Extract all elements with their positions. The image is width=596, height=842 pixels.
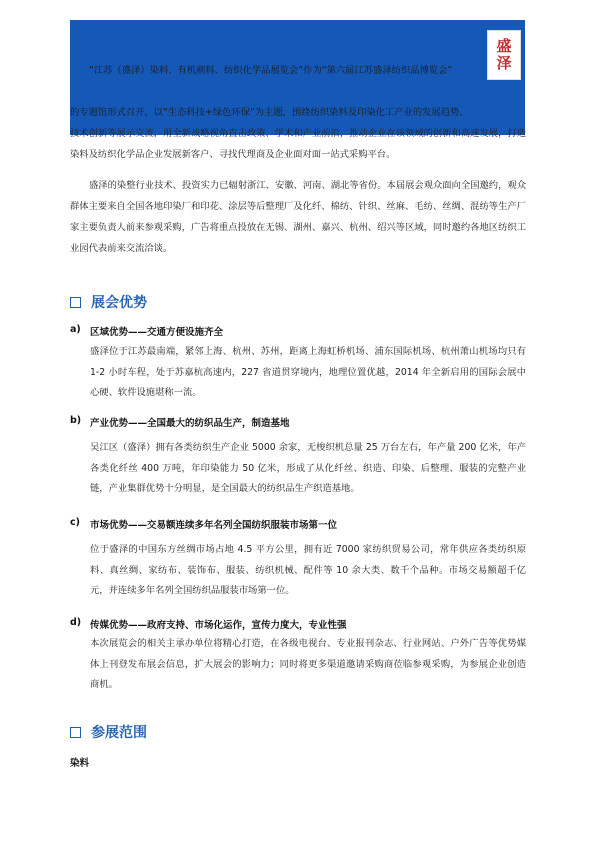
advantage-c-heading [70, 517, 337, 531]
advantage-title: 市场优势——交易额连续多年名列全国纺织服装市场第一位 [90, 520, 338, 531]
checkbox-square-icon [70, 727, 81, 738]
advantage-b-body: 吴江区（盛泽）拥有各类纺织生产企业 5000 余家，无梭织机总量 25 万台左右，年产量 200 亿米，年产各类化纤丝 400 万吨，年印染能力 50 亿米，形成了从化纤丝、织造、印染、后整理、服装的完整产业链，产业集群优势十分明显，是全国最大的纺织品生产织造基地。 [90, 442, 526, 494]
advantage-title: 传媒优势——政府支持、市场化运作，宣传力度大，专业性强 [90, 620, 347, 631]
logo-char-1: 盛 [496, 37, 512, 55]
list-marker: b) [70, 415, 82, 426]
checkbox-square-icon [70, 297, 81, 308]
advantage-a-heading [70, 324, 223, 338]
advantage-d-body: 本次展览会的相关主承办单位将精心打造，在各级电视台、专业报刊杂志、行业网站、户外广告等优势媒体上刊登发布展会信息，扩大展会的影响力；同时将更多渠道邀请采购商莅临参观采购，为参展企业创造商机。 [90, 638, 526, 690]
section-title: 参展范围 [91, 725, 147, 741]
scope-label-dyes: 染料 [70, 758, 90, 769]
intro-paragraph-2: 盛泽的染整行业技术、投资实力已辐射浙江、安徽、河南、湖北等省份。本届展会观众面向全国邀约，观众群体主要来自全国各地印染厂和印花、涂层等后整理厂及化纤、棉纺、针织、丝麻、毛纺、丝绸、混纺等生产厂家主要负责人前来参观采购，广告将重点投放在无锡、湖州、嘉兴、杭州、绍兴等区域，同时邀约各地区纺织工业园代表前来交流洽谈。 [70, 180, 526, 254]
advantage-a-body: 盛泽位于江苏最南端，紧邻上海、杭州、苏州，距离上海虹桥机场、浦东国际机场、杭州萧山机场均只有 1-2 小时车程，处于苏嘉杭高速内，227 省道贯穿境内，地理位置优越，2014 年全新启用的国际会展中心硬、软件设施堪称一流。 [90, 346, 526, 398]
list-marker: c) [70, 517, 80, 528]
logo-char-2: 泽 [496, 54, 512, 72]
intro-line-2: 的专题馆形式召开，以“生态科技+绿色环保”为主题，围绕纺织染料及印染化工产业的发展趋势、 [70, 107, 469, 118]
advantage-title: 区域优势——交通方便设施齐全 [90, 327, 224, 338]
intro-paragraph-rest: 技术创新等展示交流，用全新战略视角直击政策、学术和产业前沿，推动企业在该领域的创新和高速发展，打造染料及纺织化学品企业发展新客户、寻找代理商及企业面对面一站式采购平台。 [70, 128, 526, 160]
list-marker: d) [70, 617, 82, 628]
advantage-c-body: 位于盛泽的中国东方丝绸市场占地 4.5 平方公里，拥有近 7000 家纺织贸易公司，常年供应各类纺织原料、真丝绸、家纺布、装饰布、服装、纺织机械、配件等 10 余大类、数千个品种。市场交易额超千亿元，并连续多年名列全国纺织品服装市场第一位。 [90, 544, 526, 596]
advantage-b-heading [70, 415, 290, 429]
section-title: 展会优势 [91, 295, 147, 311]
list-marker: a) [70, 324, 81, 335]
advantage-d-heading [70, 617, 347, 631]
section-heading-advantages [70, 292, 147, 312]
advantage-title: 产业优势——全国最大的纺织品生产，制造基地 [90, 418, 290, 429]
intro-line-1: “江苏（盛泽）染料、有机颜料、纺织化学品展览会”作为“第六届江苏盛泽纺织品博览会” [89, 65, 453, 76]
section-heading-scope [70, 722, 147, 742]
